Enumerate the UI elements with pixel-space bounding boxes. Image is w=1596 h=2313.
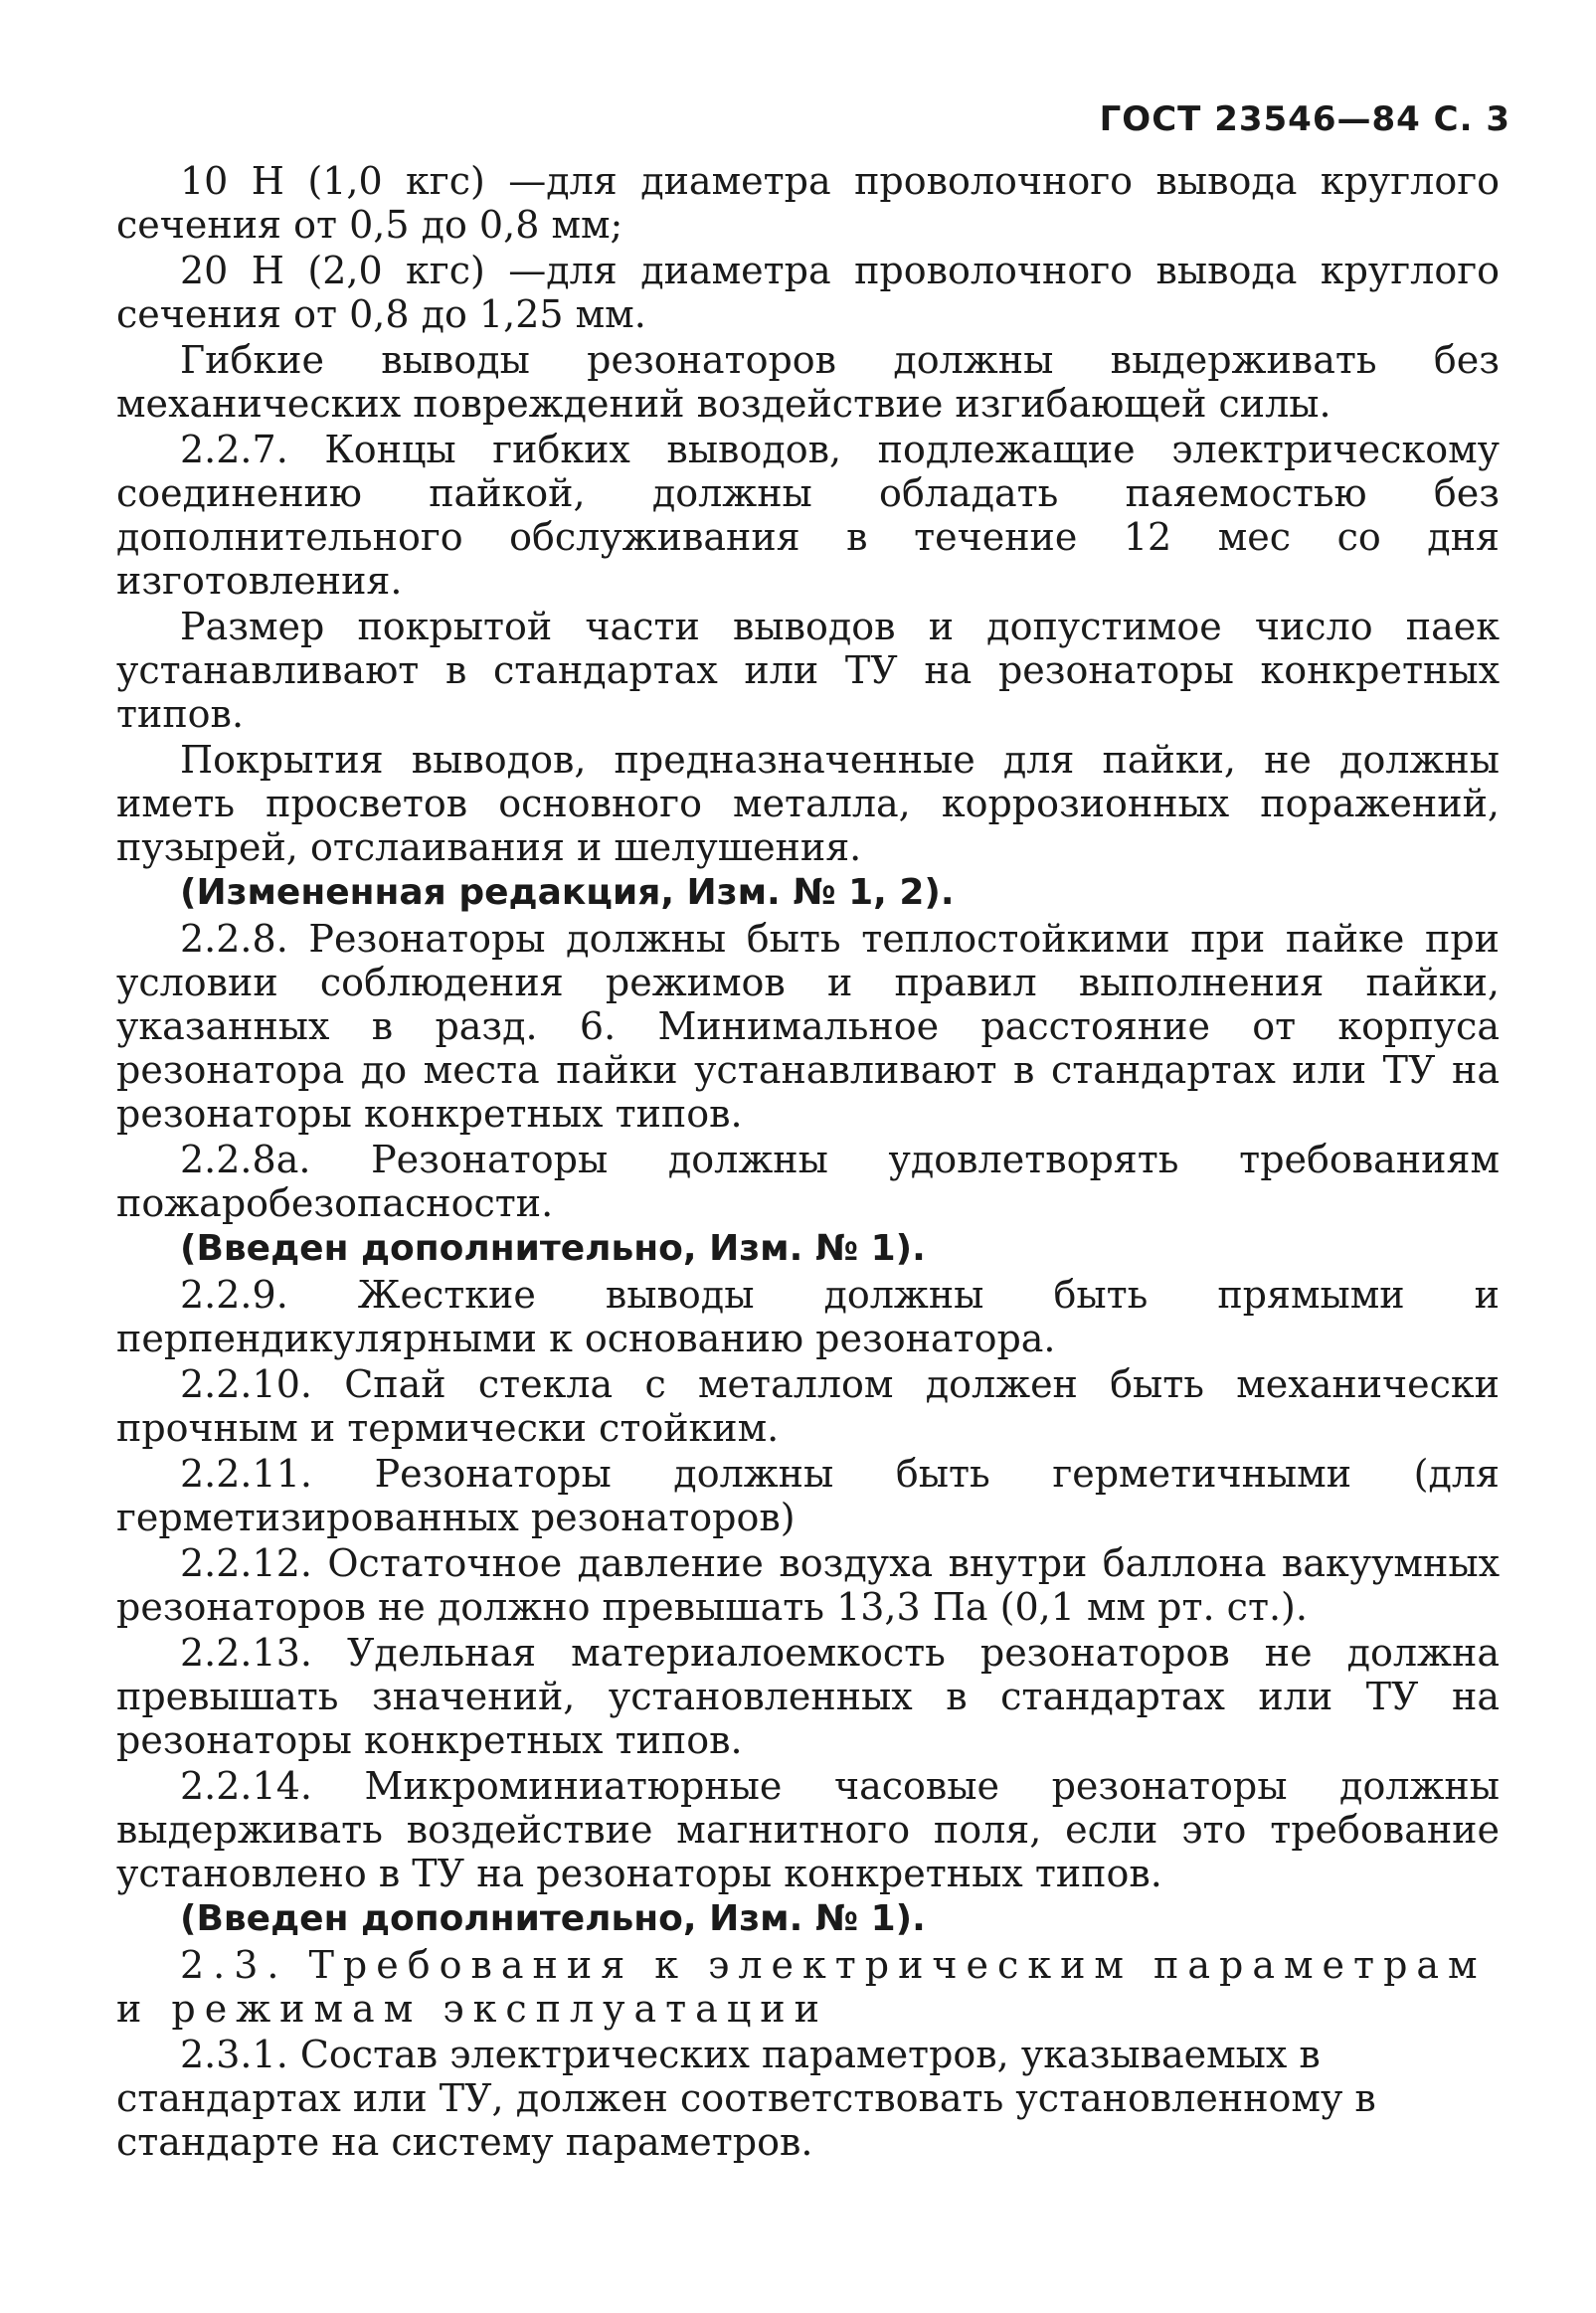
paragraph-2-2-9: 2.2.9. Жесткие выводы должны быть прямыми и перпендикулярными к основанию резонатора.: [116, 1273, 1500, 1360]
paragraph-2-2-14: 2.2.14. Микроминиатюрные часовые резонаторы должны выдерживать воздействие магнитного поля, если это требование установлено в ТУ на резонаторы конкретных типов.: [116, 1764, 1500, 1895]
paragraph-flexible-leads: Гибкие выводы резонаторов должны выдерживать без механических повреждений воздействие изгибающей силы.: [116, 338, 1500, 426]
amendment-note-3: (Введен дополнительно, Изм. № 1).: [180, 1898, 926, 1939]
paragraph-2-2-13: 2.2.13. Удельная материалоемкость резонаторов не должна превышать значений, установленных в стандартах или ТУ на резонаторы конкретных типов.: [116, 1631, 1500, 1762]
paragraph-20n: 20 Н (2,0 кгс) —для диаметра проволочного вывода круглого сечения от 0,8 до 1,25 мм.: [116, 249, 1500, 336]
paragraph-2-2-12: 2.2.12. Остаточное давление воздуха внутри баллона вакуумных резонаторов не должно превышать 13,3 Па (0,1 мм рт. ст.).: [116, 1541, 1500, 1629]
paragraph-coating-size: Размер покрытой части выводов и допустимое число паек устанавливают в стандартах или ТУ на резонаторы конкретных типов.: [116, 605, 1500, 736]
paragraph-2-2-10: 2.2.10. Спай стекла с металлом должен быть механически прочным и термически стойким.: [116, 1362, 1500, 1450]
amendment-note-2: (Введен дополнительно, Изм. № 1).: [180, 1228, 926, 1269]
section-heading-2-3: 2.3. Требования к электрическим параметрам и режимам эксплуатации: [116, 1943, 1487, 2031]
paragraph-2-2-7: 2.2.7. Концы гибких выводов, подлежащие электрическому соединению пайкой, должны обладать паяемостью без дополнительного обслуживания в течение 12 мес со дня изготовления.: [116, 428, 1500, 603]
document-body: [116, 157, 1500, 2164]
paragraph-10n: 10 Н (1,0 кгс) —для диаметра проволочного вывода круглого сечения от 0,5 до 0,8 мм;: [116, 159, 1500, 247]
paragraph-2-2-8a: 2.2.8а. Резонаторы должны удовлетворять требованиям пожаробезопасности.: [116, 1138, 1500, 1225]
paragraph-2-2-11: 2.2.11. Резонаторы должны быть герметичными (для герметизированных резонаторов): [116, 1452, 1500, 1539]
paragraph-coatings: Покрытия выводов, предназначенные для пайки, не должны иметь просветов основного металла, коррозионных поражений, пузырей, отслаивания и шелушения.: [116, 738, 1500, 869]
page-header: ГОСТ 23546—84 С. 3: [1099, 99, 1510, 139]
paragraph-2-2-8: 2.2.8. Резонаторы должны быть теплостойкими при пайке при условии соблюдения режимов и правил выполнения пайки, указанных в разд. 6. Минимальное расстояние от корпуса резонатора до места пайки устанавливают в стандартах или ТУ на резонаторы конкретных типов.: [116, 917, 1500, 1136]
amendment-note-1: (Измененная редакция, Изм. № 1, 2).: [180, 872, 955, 913]
paragraph-2-3-1: 2.3.1. Состав электрических параметров, указываемых в стандартах или ТУ, должен соответствовать установленному в стандарте на систему параметров.: [116, 2033, 1376, 2164]
